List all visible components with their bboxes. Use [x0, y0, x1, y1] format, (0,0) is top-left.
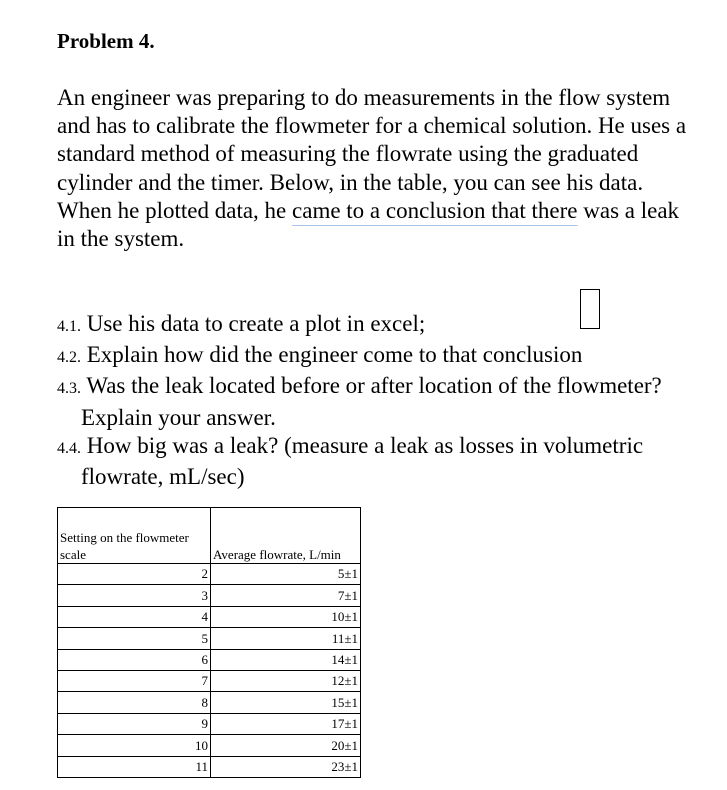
table-row — [58, 713, 361, 734]
setting-cell: 5 — [58, 628, 211, 649]
question-item — [57, 372, 697, 431]
setting-cell: 2 — [58, 564, 211, 585]
table-row — [58, 628, 361, 649]
question-text: Was the leak located before or after location of the flowmeter? Explain your answer. — [81, 373, 662, 430]
table-row — [58, 649, 361, 670]
table-row — [58, 564, 361, 585]
question-text: Explain how did the engineer come to that conclusion — [86, 342, 583, 368]
table-row — [58, 735, 361, 756]
question-item — [57, 432, 697, 491]
setting-cell: 10 — [58, 735, 211, 756]
setting-cell: 7 — [58, 670, 211, 691]
setting-cell: 3 — [58, 585, 211, 606]
table-row — [58, 756, 361, 777]
table-row — [58, 585, 361, 606]
setting-cell: 9 — [58, 713, 211, 734]
question-number: 4.2. — [57, 349, 81, 367]
flowrate-cell: 20±1 — [211, 735, 361, 756]
flowrate-cell: 15±1 — [211, 692, 361, 713]
flowrate-cell: 11±1 — [211, 628, 361, 649]
table-row — [58, 692, 361, 713]
setting-cell: 6 — [58, 649, 211, 670]
flowrate-cell: 10±1 — [211, 606, 361, 627]
question-text: How big was a leak? (measure a leak as losses in volumetric flowrate, mL/sec) — [81, 432, 644, 490]
table-row — [58, 606, 361, 627]
flowrate-cell: 14±1 — [211, 649, 361, 670]
flowrate-cell: 23±1 — [211, 756, 361, 777]
question-item — [57, 341, 697, 372]
intro-paragraph-2 — [57, 197, 697, 253]
intro-p2-end: was a leak in the system. — [57, 197, 680, 252]
table-header-setting: Setting on the flowmeter scale — [58, 508, 211, 564]
problem-title: Problem 4. — [57, 29, 155, 53]
intro-paragraph-1: An engineer was preparing to do measurements in the flow system and has to calibrate the flowmeter for a chemical solution. He uses a standard method of measuring the flowrate using the graduated cylinder and the timer. Below, in the table, you can see his data. — [57, 85, 687, 195]
problem-intro — [57, 84, 697, 253]
question-text: Use his data to create a plot in excel; — [86, 311, 426, 336]
setting-cell: 8 — [58, 692, 211, 713]
question-number: 4.4. — [57, 439, 81, 457]
question-list — [57, 310, 697, 491]
flowrate-cell: 5±1 — [211, 564, 361, 585]
table-header-flowrate: Average flowrate, L/min — [211, 508, 361, 564]
flowrate-cell: 7±1 — [211, 585, 361, 606]
flowrate-data-table — [57, 507, 361, 778]
question-number: 4.1. — [57, 318, 81, 335]
flowrate-cell: 17±1 — [211, 713, 361, 734]
question-number: 4.3. — [57, 380, 81, 398]
flowrate-cell: 12±1 — [211, 670, 361, 691]
question-item — [57, 310, 697, 341]
intro-p2-underlined: came to a conclusion that there — [292, 197, 578, 223]
setting-cell: 4 — [58, 606, 211, 627]
table-row — [58, 670, 361, 691]
setting-cell: 11 — [58, 756, 211, 777]
intro-p2-start: When he plotted data, he — [57, 197, 293, 223]
